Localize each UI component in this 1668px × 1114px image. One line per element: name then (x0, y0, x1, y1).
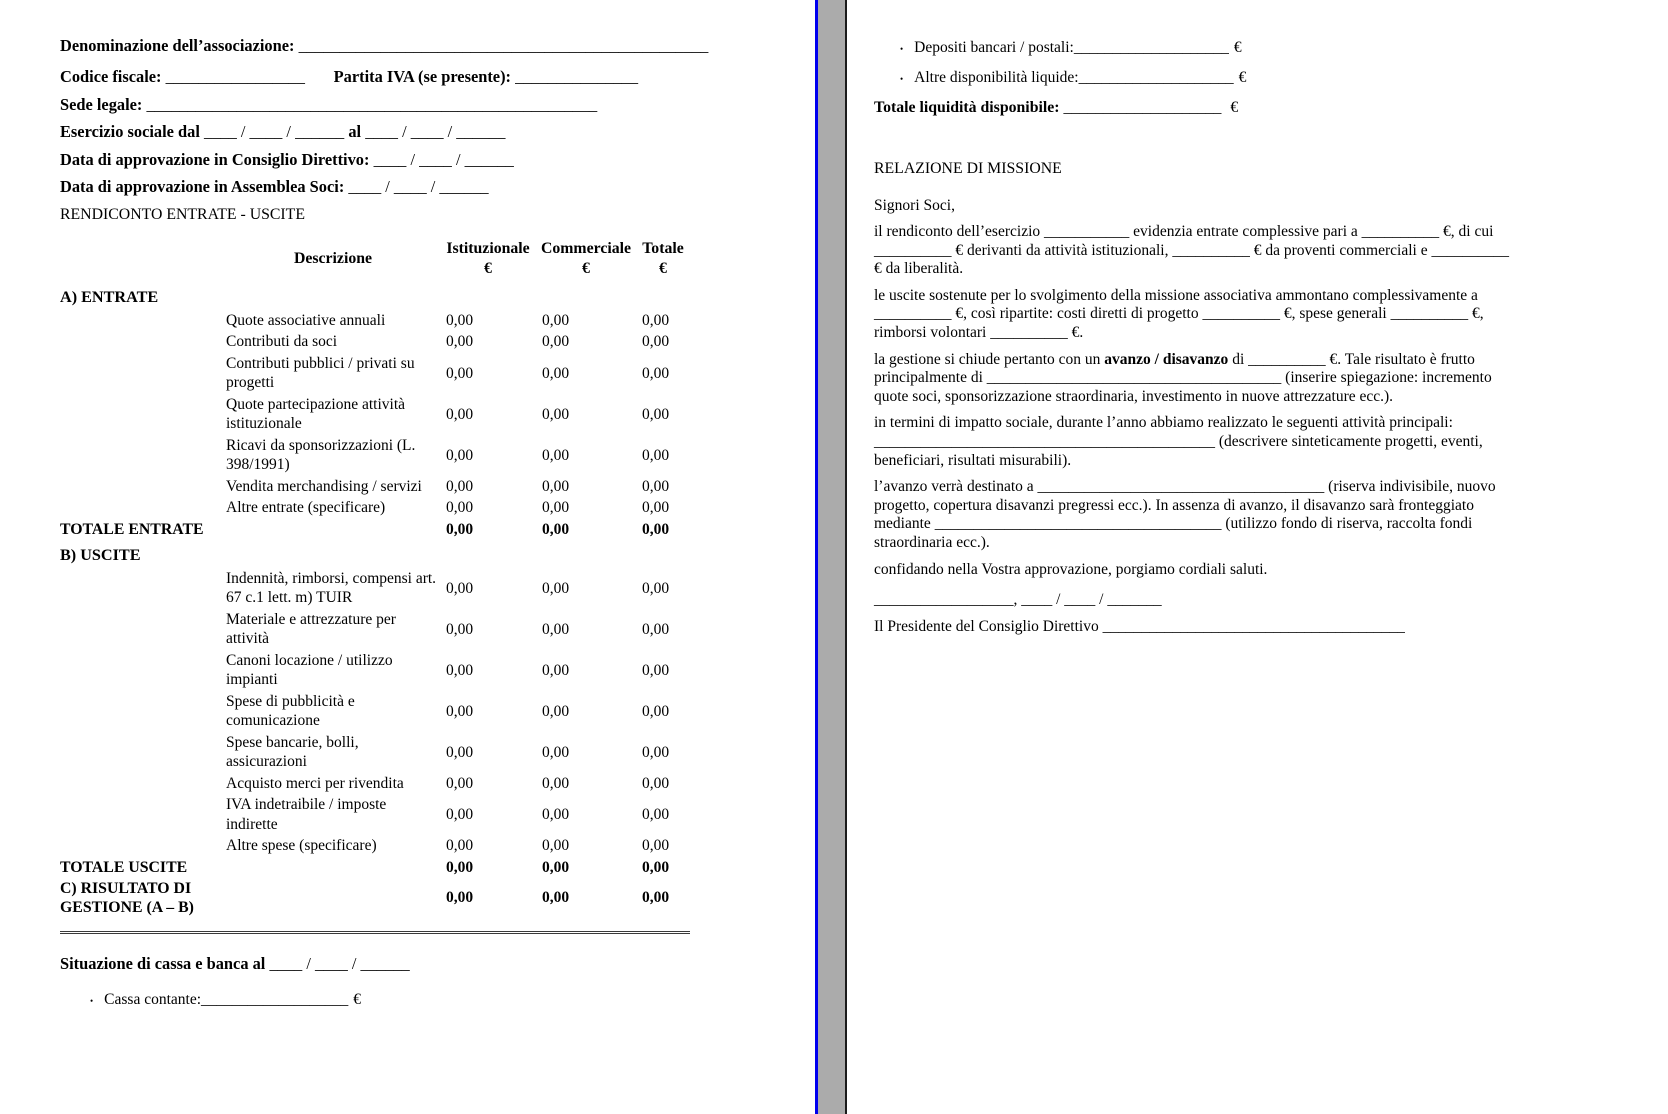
value-totale: 0,00 (642, 446, 670, 464)
blank-field[interactable]: _______________________________________ (1102, 617, 1405, 635)
totale-liquidita-line (874, 98, 1618, 117)
row-description: Vendita merchandising / servizi (226, 477, 422, 495)
text-run: in termini di impatto sociale, durante l’anno abbiamo realizzato le seguenti attività principali: (874, 414, 1453, 432)
row-label: TOTALE ENTRATE (60, 520, 204, 538)
table-row-item (60, 773, 690, 795)
value-istituzionale: 0,00 (446, 333, 474, 351)
text-run: il rendiconto dell’esercizio (874, 223, 1045, 240)
value-totale: 0,00 (642, 520, 670, 538)
value-istituzionale: 0,00 (446, 311, 474, 329)
row-description: IVA indetraibile / imposte indirette (226, 796, 387, 833)
rendiconto-title (60, 205, 815, 224)
bold-text-run: avanzo / disavanzo (1104, 350, 1229, 368)
bold-text-run: Denominazione dell’associazione: (60, 36, 299, 55)
row-description: Ricavi da sponsorizzazioni (L. 398/1991) (226, 436, 416, 473)
row-description: Contributi da soci (226, 333, 338, 350)
bullet-icon: • (900, 74, 904, 84)
value-commerciale: 0,00 (542, 520, 570, 538)
row-description: Acquisto merci per rivendita (226, 774, 404, 792)
altre-disponibilita-label: Altre disponibilità liquide: (914, 69, 1079, 86)
blank-field[interactable]: ____ / ____ / ______ (204, 122, 345, 141)
depositi-bancari-label: Depositi bancari / postali: (914, 39, 1074, 56)
text-run: €, rimborsi volontari (874, 305, 1484, 341)
paragraph-saluti (874, 561, 1516, 580)
blank-field[interactable]: ____ / ____ / ______ (348, 177, 489, 196)
text-run: evidenzia entrate complessive pari a (1129, 223, 1362, 240)
text-run: (utilizzo fondo di riserva, raccolta fondi straordinaria ecc.). (874, 515, 1473, 551)
euro-symbol: € (582, 259, 590, 277)
table-row-item (60, 650, 690, 691)
blank-field[interactable]: ___________ (1044, 223, 1130, 240)
euro-symbol: € (659, 259, 667, 277)
text-run: € da proventi commerciali e (1249, 241, 1432, 259)
paragraph-rendiconto (874, 223, 1516, 279)
col-header-commerciale (536, 239, 636, 279)
text-run (305, 67, 334, 86)
value-commerciale: 0,00 (542, 446, 570, 464)
table-row-section (60, 540, 690, 568)
blank-field[interactable]: ____________________ (1063, 99, 1222, 116)
text-run: Il Presidente del Consiglio Direttivo (874, 617, 1103, 635)
row-description: Materiale e attrezzature per attività (226, 610, 396, 647)
value-totale: 0,00 (642, 806, 670, 823)
page1-header-block (60, 36, 815, 224)
place-date-signature-line (874, 591, 1516, 610)
text-run: le uscite sostenute per lo svolgimento della missione associativa ammontano complessivamente a (874, 286, 1478, 304)
euro-symbol: € (353, 990, 362, 1008)
value-commerciale: 0,00 (542, 364, 570, 382)
row-description: Indennità, rimborsi, compensi art. 67 c.1 lett. m) TUIR (226, 569, 437, 606)
bold-text-run: Data di approvazione in Consiglio Direttivo: (60, 149, 374, 169)
blank-field[interactable]: __________ (1431, 241, 1509, 259)
value-commerciale: 0,00 (542, 311, 570, 329)
table-row-total (60, 878, 690, 918)
text-run: RENDICONTO ENTRATE - USCITE (60, 205, 305, 223)
euro-symbol: € (1230, 99, 1239, 116)
text-run: €, spese generali (1279, 305, 1391, 323)
table-row-item (60, 435, 690, 476)
value-istituzionale: 0,00 (446, 579, 474, 597)
col-header-label: Commerciale (540, 239, 632, 257)
table-row-item (60, 394, 690, 435)
blank-field[interactable]: ____________________________________________ (874, 432, 1215, 450)
value-istituzionale: 0,00 (446, 889, 474, 906)
row-label: B) USCITE (60, 545, 141, 564)
value-commerciale: 0,00 (542, 333, 570, 351)
value-commerciale: 0,00 (542, 702, 570, 720)
cassa-contante-item (90, 990, 815, 1011)
blank-field[interactable]: _________________ (165, 67, 305, 86)
value-commerciale: 0,00 (542, 620, 570, 638)
blank-field[interactable]: ____________________ (1078, 69, 1234, 86)
bold-text-run: Codice fiscale: (60, 67, 166, 86)
bold-text-run: al (344, 122, 366, 141)
denominazione-line (60, 36, 815, 55)
page-gap-gray-strip (818, 0, 845, 1114)
blank-field[interactable]: ____ / ____ / ______ (365, 122, 506, 141)
row-label: C) RISULTATO DI GESTIONE (A – B) (60, 879, 194, 916)
bullet-icon: • (90, 995, 94, 1006)
bold-text-run: Sede legale: (60, 94, 147, 114)
col-header-istituzionale (440, 239, 536, 279)
bold-text-run: Situazione di cassa e banca al (60, 953, 270, 973)
value-totale: 0,00 (642, 620, 670, 638)
value-commerciale: 0,00 (542, 837, 570, 855)
value-commerciale: 0,00 (542, 499, 570, 517)
salutation: Signori Soci, (874, 197, 955, 214)
blank-field[interactable]: _____________________________________ (934, 515, 1222, 533)
row-description: Spese bancarie, bolli, assicurazioni (226, 733, 359, 770)
blank-field[interactable]: __________ (1390, 305, 1469, 323)
blank-field[interactable]: __________________________________________________ (298, 36, 709, 55)
table-row-section (60, 282, 690, 310)
sede-legale-line (60, 95, 815, 114)
text-run: €. Tale risultato è frutto principalmente di (874, 350, 1475, 387)
page-2 (847, 0, 1668, 1114)
president-signature-line (874, 618, 1516, 637)
text-run: € da liberalità. (874, 260, 964, 278)
blank-field[interactable]: _______________________________________________________ (146, 94, 598, 114)
totale-liquidita-label: Totale liquidità disponibile: (874, 99, 1064, 116)
table-row-total (60, 857, 690, 878)
blank-field[interactable]: __________ (1172, 241, 1250, 259)
value-totale: 0,00 (642, 774, 670, 792)
codice-partita-line (60, 67, 815, 86)
value-totale: 0,00 (642, 858, 670, 876)
text-run: confidando nella Vostra approvazione, porgiamo cordiali saluti. (874, 560, 1268, 578)
text-run: €, di cui (1439, 223, 1494, 240)
bold-text-run: Data di approvazione in Assemblea Soci: (60, 177, 349, 196)
value-istituzionale: 0,00 (446, 858, 474, 876)
value-totale: 0,00 (642, 499, 670, 517)
depositi-bancari-item (900, 38, 1618, 59)
value-istituzionale: 0,00 (446, 477, 474, 495)
value-commerciale: 0,00 (542, 858, 570, 876)
value-commerciale: 0,00 (542, 579, 570, 597)
value-commerciale: 0,00 (542, 405, 570, 423)
value-totale: 0,00 (642, 661, 670, 679)
blank-field[interactable]: __________ (990, 323, 1068, 341)
bold-text-run: Esercizio sociale dal (60, 122, 205, 141)
row-description: Altre spese (specificare) (226, 837, 377, 854)
row-description: Quote partecipazione attività istituzionale (226, 395, 406, 432)
blank-field[interactable]: _____________________________________ (1037, 478, 1325, 496)
value-totale: 0,00 (642, 702, 670, 720)
text-run: di (1228, 350, 1249, 368)
row-description: Spese di pubblicità e comunicazione (226, 692, 355, 729)
col-header-label: Istituzionale (446, 239, 530, 257)
double-rule (60, 931, 690, 934)
col-header-label: Descrizione (293, 249, 373, 267)
value-totale: 0,00 (642, 405, 670, 423)
text-run: la gestione si chiude pertanto con un (874, 350, 1105, 368)
situazione-cassa-line (60, 954, 815, 973)
table-row-item (60, 476, 690, 498)
bullet-icon: • (900, 44, 904, 54)
blank-field[interactable]: _______________ (515, 67, 639, 86)
value-commerciale: 0,00 (542, 774, 570, 792)
blank-field[interactable]: __________________ (874, 591, 1014, 609)
blank-field[interactable]: __________ (1202, 305, 1280, 323)
value-istituzionale: 0,00 (446, 620, 474, 638)
text-run: l’avanzo verrà destinato a (874, 478, 1038, 496)
value-totale: 0,00 (642, 743, 670, 761)
text-run: (descrivere sinteticamente progetti, eventi, beneficiari, risultati misurabili). (874, 432, 1483, 469)
col-header-totale (636, 239, 690, 279)
blank-field[interactable]: __________ (874, 241, 952, 259)
paragraph-uscite (874, 287, 1516, 343)
table-row-item (60, 794, 690, 835)
blank-field[interactable]: ____ / ____ / ______ (269, 953, 410, 973)
text-run: (inserire spiegazione: incremento quote soci, sponsorizzazione straordinaria, investimento in nuove attrezzature ecc.). (874, 369, 1492, 405)
table-row-item (60, 609, 690, 650)
value-istituzionale: 0,00 (446, 837, 474, 855)
value-totale: 0,00 (642, 579, 670, 597)
value-commerciale: 0,00 (542, 477, 570, 495)
page-1 (0, 0, 815, 1114)
data-assemblea-line (60, 177, 815, 196)
bold-text-run: Partita IVA (se presente): (333, 67, 516, 86)
liquidity-list (874, 38, 1618, 89)
euro-symbol: € (1238, 69, 1247, 86)
blank-field[interactable]: __________ (1361, 223, 1440, 240)
value-istituzionale: 0,00 (446, 806, 474, 823)
relazione-title: RELAZIONE DI MISSIONE (874, 160, 1062, 177)
table-row-item (60, 331, 690, 353)
euro-symbol: € (484, 259, 492, 277)
value-istituzionale: 0,00 (446, 405, 474, 423)
blank-field[interactable]: __________ (874, 305, 952, 323)
text-run: , (1013, 591, 1022, 609)
paragraph-gestione (874, 351, 1516, 407)
text-run: €. (1067, 323, 1084, 341)
value-commerciale: 0,00 (542, 889, 570, 906)
blank-field[interactable]: ___________________ (201, 990, 349, 1008)
altre-disponibilita-item (900, 68, 1618, 89)
table-row-item (60, 835, 690, 857)
table-row-item (60, 691, 690, 732)
esercizio-sociale-line (60, 122, 815, 141)
value-totale: 0,00 (642, 311, 670, 329)
table-row-total (60, 519, 690, 540)
table-row-item (60, 732, 690, 773)
blank-field[interactable]: ____ / ____ / ______ (373, 149, 514, 169)
value-istituzionale: 0,00 (446, 499, 474, 517)
value-istituzionale: 0,00 (446, 446, 474, 464)
value-totale: 0,00 (642, 333, 670, 351)
row-description: Quote associative annuali (226, 311, 386, 329)
text-run: € derivanti da attività istituzionali, (951, 241, 1173, 259)
row-description: Altre entrate (specificare) (226, 499, 386, 516)
value-istituzionale: 0,00 (446, 743, 474, 761)
value-istituzionale: 0,00 (446, 774, 474, 792)
row-description: Contributi pubblici / privati su progetti (226, 354, 415, 391)
value-totale: 0,00 (642, 837, 670, 855)
value-istituzionale: 0,00 (446, 364, 474, 382)
value-commerciale: 0,00 (542, 806, 570, 823)
col-header-label: Totale (642, 239, 684, 257)
paragraph-impatto-sociale (874, 414, 1516, 470)
blank-field[interactable]: ____ / ____ / _______ (1021, 591, 1162, 609)
blank-field[interactable]: ______________________________________ (986, 369, 1282, 387)
table-row-item (60, 568, 690, 609)
euro-symbol: € (1233, 39, 1242, 56)
col-header-descrizione (226, 249, 440, 269)
blank-field[interactable]: ____________________ (1073, 39, 1229, 56)
value-totale: 0,00 (642, 364, 670, 382)
row-label: TOTALE USCITE (60, 858, 188, 876)
value-totale: 0,00 (642, 477, 670, 495)
row-description: Canoni locazione / utilizzo impianti (226, 651, 393, 688)
table-row-item (60, 310, 690, 332)
value-commerciale: 0,00 (542, 661, 570, 679)
value-istituzionale: 0,00 (446, 661, 474, 679)
table-header-row (60, 238, 690, 280)
table-row-item (60, 353, 690, 394)
blank-field[interactable]: __________ (1248, 350, 1326, 368)
cassa-contante-label: Cassa contante: (104, 990, 202, 1008)
rendiconto-table-body (60, 282, 690, 918)
value-istituzionale: 0,00 (446, 702, 474, 720)
paragraph-avanzo-destinazione (874, 478, 1516, 552)
text-run: (riserva indivisibile, nuovo progetto, copertura disavanzi pregressi ecc.). In assenza di avanzo, il disavanzo sarà fronteggiato mediante (874, 478, 1496, 533)
row-label: A) ENTRATE (60, 287, 159, 306)
value-commerciale: 0,00 (542, 743, 570, 761)
value-totale: 0,00 (642, 889, 670, 906)
value-istituzionale: 0,00 (446, 520, 474, 538)
rendiconto-table (60, 238, 690, 918)
text-run: €, così ripartite: costi diretti di progetto (951, 305, 1203, 323)
data-consiglio-line (60, 150, 815, 169)
table-row-item (60, 497, 690, 519)
page-gap (815, 0, 847, 1114)
